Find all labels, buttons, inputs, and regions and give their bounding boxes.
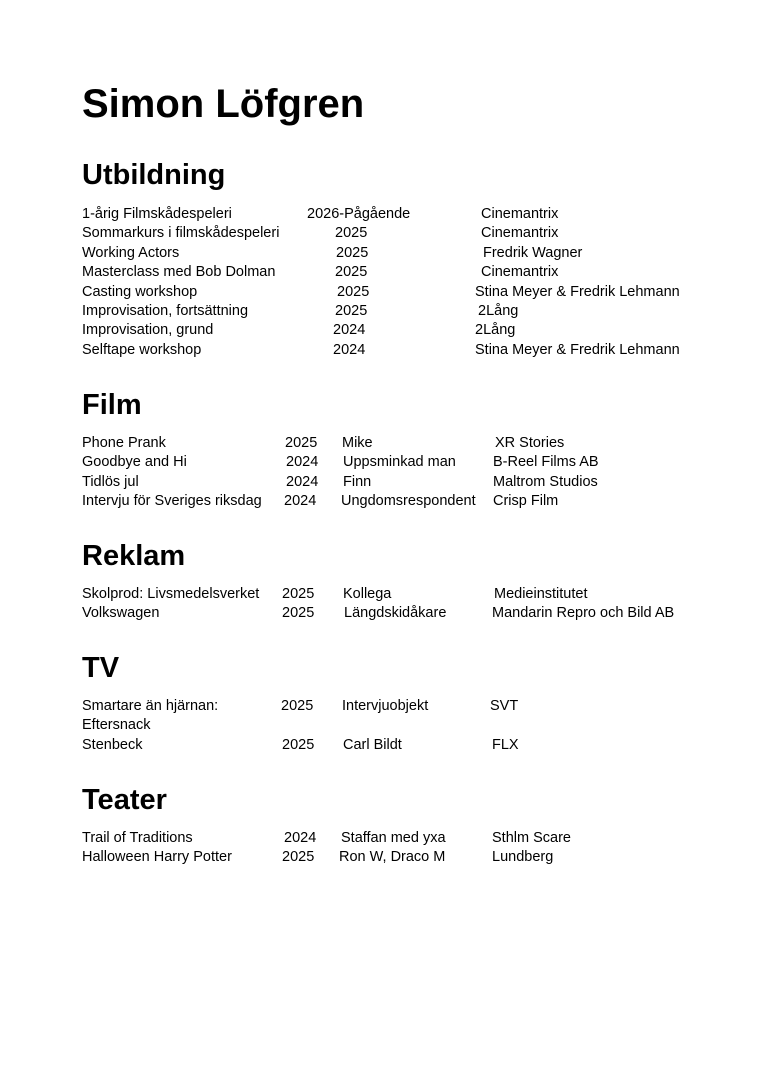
utbildning-entry	[0, 341, 765, 360]
reklam-company: Mandarin Repro och Bild AB	[492, 605, 675, 622]
film-title: Goodbye and Hi	[82, 454, 187, 471]
film-entry	[0, 473, 765, 492]
section-title-teater: Teater	[82, 784, 167, 816]
utbildning-provider: Cinemantrix	[481, 225, 559, 242]
film-entry	[0, 492, 765, 511]
utbildning-provider: Stina Meyer & Fredrik Lehmann	[475, 283, 680, 300]
tv-company: SVT	[490, 698, 519, 714]
tv-role: Carl Bildt	[343, 736, 402, 753]
teater-year: 2025	[282, 849, 315, 866]
utbildning-course: Masterclass med Bob Dolman	[82, 264, 276, 281]
reklam-year: 2025	[282, 586, 315, 602]
teater-role: Ron W, Draco M	[339, 849, 446, 866]
utbildning-entry	[0, 263, 765, 282]
film-company: Crisp Film	[493, 493, 559, 510]
reklam-entry	[0, 604, 765, 623]
utbildning-year: 2025	[335, 225, 368, 242]
person-name: Simon Löfgren	[82, 82, 365, 126]
reklam-role: Längdskidåkare	[344, 605, 447, 622]
teater-entry	[0, 829, 765, 848]
film-list	[0, 434, 765, 512]
utbildning-provider: 2Lång	[475, 322, 516, 339]
utbildning-entry	[0, 244, 765, 263]
film-title: Intervju för Sveriges riksdag	[82, 493, 262, 510]
film-role: Mike	[342, 435, 373, 451]
tv-role: Intervjuobjekt	[342, 698, 429, 714]
utbildning-year: 2024	[333, 322, 366, 339]
section-title-utbildning: Utbildning	[82, 159, 226, 191]
utbildning-year: 2025	[335, 264, 368, 281]
reklam-company: Medieinstitutet	[494, 586, 588, 602]
utbildning-provider: Stina Meyer & Fredrik Lehmann	[475, 341, 680, 358]
film-company: XR Stories	[495, 435, 565, 451]
utbildning-course: Sommarkurs i filmskådespeleri	[82, 225, 280, 242]
film-title: Phone Prank	[82, 435, 166, 451]
teater-title: Trail of Traditions	[82, 830, 193, 846]
film-role: Ungdomsrespondent	[341, 493, 476, 510]
reklam-title: Volkswagen	[82, 605, 160, 622]
utbildning-entry	[0, 302, 765, 321]
film-role: Uppsminkad man	[343, 454, 456, 471]
reklam-entry	[0, 585, 765, 604]
reklam-list	[0, 585, 765, 624]
utbildning-course: Working Actors	[82, 244, 180, 261]
tv-list	[0, 697, 765, 755]
utbildning-year: 2026-Pågående	[307, 206, 411, 222]
film-year: 2024	[284, 493, 317, 510]
utbildning-provider: Cinemantrix	[481, 264, 559, 281]
utbildning-year: 2025	[337, 283, 370, 300]
film-year: 2025	[285, 435, 318, 451]
teater-year: 2024	[284, 830, 317, 846]
teater-entry	[0, 848, 765, 867]
film-company: B-Reel Films AB	[493, 454, 599, 471]
tv-title: Stenbeck	[82, 736, 143, 753]
tv-year: 2025	[282, 736, 315, 753]
utbildning-course: Selftape workshop	[82, 341, 202, 358]
tv-title: Smartare än hjärnan: Eftersnack	[82, 698, 219, 734]
tv-entry	[0, 697, 765, 736]
reklam-title: Skolprod: Livsmedelsverket	[82, 586, 260, 602]
utbildning-entry	[0, 321, 765, 340]
reklam-role: Kollega	[343, 586, 392, 602]
tv-entry	[0, 736, 765, 755]
utbildning-year: 2025	[335, 302, 368, 319]
utbildning-year: 2024	[333, 341, 366, 358]
film-role: Finn	[343, 473, 372, 490]
reklam-year: 2025	[282, 605, 315, 622]
film-year: 2024	[286, 454, 319, 471]
utbildning-provider: Cinemantrix	[481, 206, 559, 222]
utbildning-provider: 2Lång	[478, 302, 519, 319]
utbildning-course: Casting workshop	[82, 283, 198, 300]
utbildning-course: Improvisation, fortsättning	[82, 302, 249, 319]
teater-list	[0, 829, 765, 868]
section-title-film: Film	[82, 389, 142, 421]
tv-year: 2025	[281, 698, 314, 714]
teater-role: Staffan med yxa	[341, 830, 446, 846]
film-entry	[0, 453, 765, 472]
utbildning-course: Improvisation, grund	[82, 322, 214, 339]
utbildning-entry	[0, 205, 765, 224]
section-title-reklam: Reklam	[82, 540, 186, 572]
tv-company: FLX	[492, 736, 519, 753]
teater-company: Sthlm Scare	[492, 830, 571, 846]
utbildning-provider: Fredrik Wagner	[483, 244, 583, 261]
utbildning-course: 1-årig Filmskådespeleri	[82, 206, 232, 222]
utbildning-list	[0, 205, 765, 360]
utbildning-year: 2025	[336, 244, 369, 261]
film-entry	[0, 434, 765, 453]
film-company: Maltrom Studios	[493, 473, 598, 490]
section-title-tv: TV	[82, 652, 120, 684]
utbildning-entry	[0, 224, 765, 243]
film-year: 2024	[286, 473, 319, 490]
film-title: Tidlös jul	[82, 473, 139, 490]
utbildning-entry	[0, 283, 765, 302]
teater-title: Halloween Harry Potter	[82, 849, 232, 866]
teater-company: Lundberg	[492, 849, 554, 866]
